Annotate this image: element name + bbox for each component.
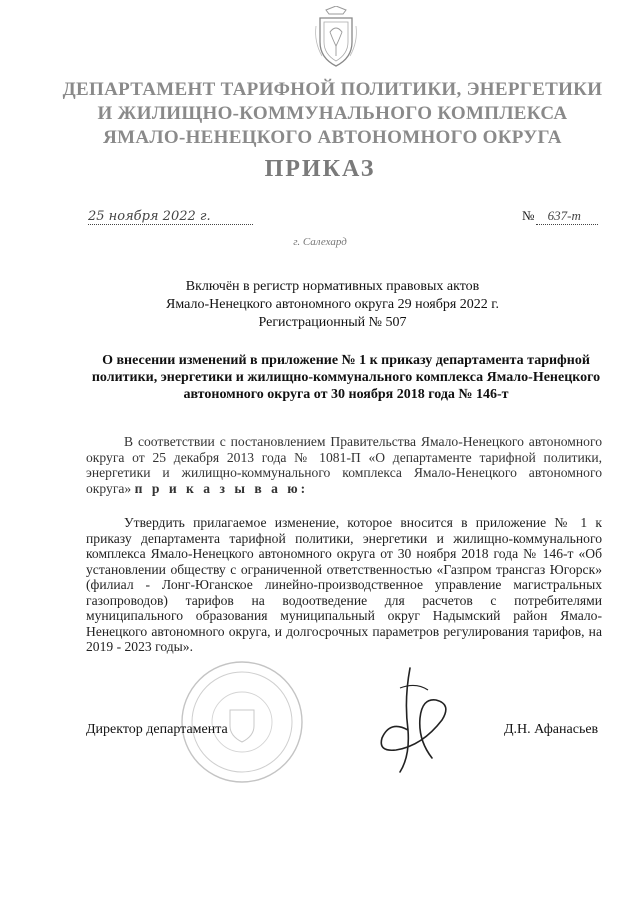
header-line-3: ЯМАЛО-НЕНЕЦКОГО АВТОНОМНОГО ОКРУГА — [103, 127, 562, 148]
coat-of-arms-icon — [312, 6, 360, 70]
header-line-1: ДЕПАРТАМЕНТ ТАРИФНОЙ ПОЛИТИКИ, ЭНЕРГЕТИКИ — [62, 79, 603, 100]
registry-line-1: Включён в регистр нормативных правовых актов — [185, 279, 480, 294]
city-line: г. Салехард — [293, 236, 347, 248]
registry-line-3: Регистрационный № 507 — [258, 315, 407, 330]
order-subject: О внесении изменений в приложение № 1 к приказу департамента тарифной политики, энергетики и жилищно-коммунального комплекса Ямало-Ненецкого автономного округа от 30 ноября 2018 года № 146-т — [91, 353, 601, 402]
department-header — [60, 78, 605, 150]
order-body-paragraph: Утвердить прилагаемое изменение, которое вносится в приложение № 1 к приказу департамента тарифной политики, энергетики и жилищно-коммунального комплекса Ямало-Ненецкого автономного округа от 30 ноября 2018 года № 146-т «Об установлении обществу с ограниченной ответственностью «Газпром трансгаз Югорск» (филиал - Лонг-Юганское линейно-производственное управление магистральных газопроводов) тарифов на водоотведение для расчетов с потребителями муниципального образования муниципальный округ Надымский район Ямало-Ненецкого автономного округа, и долгосрочных параметров регулирования тарифов, на 2019 - 2023 годы». — [86, 515, 602, 654]
signatory-name: Д.Н. Афанасьев — [504, 722, 599, 737]
order-date — [88, 208, 258, 226]
order-number-value: 637-т — [547, 208, 581, 223]
header-line-2: И ЖИЛИЩНО-КОММУНАЛЬНОГО КОМПЛЕКСА — [97, 103, 568, 124]
document-type-title: ПРИКАЗ — [264, 156, 376, 182]
preamble-paragraph — [86, 434, 602, 496]
registry-note — [60, 278, 605, 332]
order-date-value: 25 ноября 2022 г. — [88, 209, 211, 224]
order-number-prefix: № — [522, 208, 535, 223]
handwritten-signature-icon — [370, 660, 470, 780]
preamble-text: В соответствии с постановлением Правительства Ямало-Ненецкого автономного округа от 25 декабря 2013 года № 1081-П «О департаменте тарифной политики, энергетики и жилищно-коммунального комплекса Ямало-Ненецкого автономного округа» — [86, 434, 602, 496]
order-word: п р и к а з ы в а ю: — [134, 480, 309, 496]
registry-line-2: Ямало-Ненецкого автономного округа 29 ноября 2022 г. — [166, 297, 499, 312]
order-number — [522, 208, 602, 226]
signatory-position: Директор департамента — [86, 722, 228, 737]
